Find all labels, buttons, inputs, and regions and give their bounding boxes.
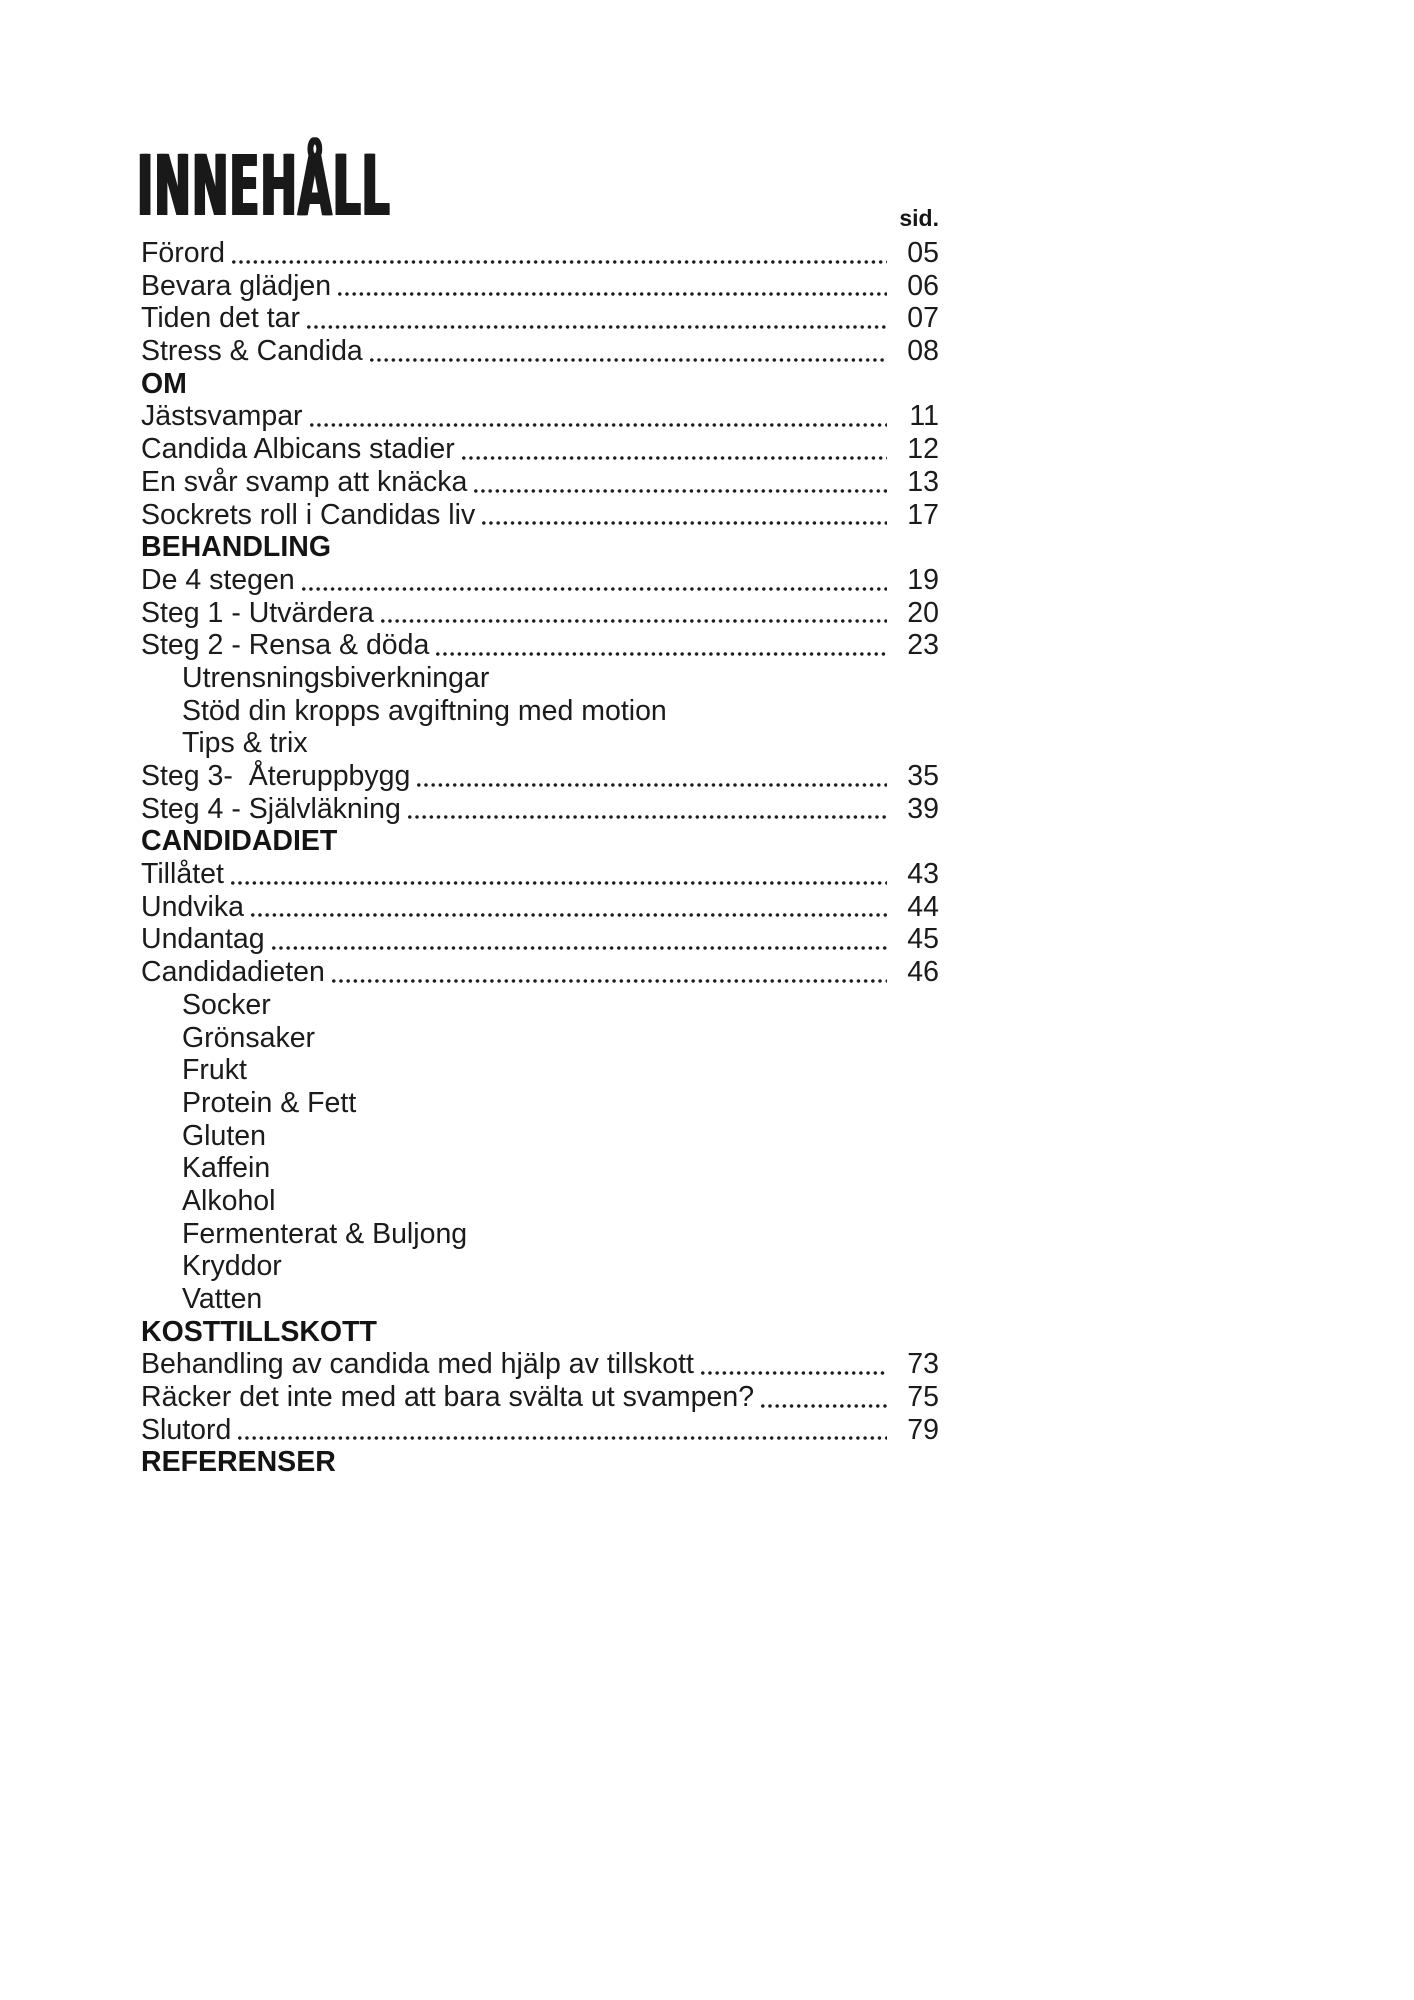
entry-page-number: 12 <box>907 433 939 466</box>
entry-label: Jästsvampar <box>141 400 303 433</box>
dot-leader <box>232 237 887 270</box>
toc-entry <box>141 760 939 793</box>
toc-entry <box>141 1414 939 1447</box>
dot-leader <box>417 760 887 793</box>
dot-leader <box>332 956 887 989</box>
dot-leader <box>251 891 887 924</box>
dot-leader <box>307 302 887 335</box>
entry-label: Stress & Candida <box>141 335 363 368</box>
entry-label: Förord <box>141 237 225 269</box>
toc-header <box>137 126 939 235</box>
entry-label: Protein & Fett <box>182 1086 357 1119</box>
toc-section-header <box>141 1316 939 1349</box>
toc-sub-entry <box>141 989 939 1022</box>
toc-section-header <box>141 531 939 564</box>
toc-sub-entry <box>141 1087 939 1120</box>
table-of-contents <box>137 126 939 1479</box>
toc-entry <box>141 400 939 433</box>
toc-sub-entry <box>141 1250 939 1283</box>
entry-page-number: 07 <box>907 302 939 335</box>
toc-entry <box>141 1348 939 1381</box>
entry-label: Gluten <box>182 1119 266 1152</box>
page-title: INNEHÅLL <box>137 137 391 235</box>
entry-page-number: 23 <box>907 629 939 662</box>
entry-page-number: 43 <box>907 858 939 891</box>
dot-leader <box>474 466 887 499</box>
entry-page-number: 35 <box>907 760 939 792</box>
dot-leader <box>436 629 887 662</box>
toc-sub-entry <box>141 1218 939 1251</box>
entry-label: Steg 1 - Utvärdera <box>141 596 374 629</box>
entry-page-number: 79 <box>907 1413 939 1446</box>
toc-entry <box>141 1381 939 1414</box>
entry-page-number: 17 <box>907 498 939 531</box>
dot-leader <box>381 597 887 630</box>
dot-leader <box>701 1348 887 1381</box>
toc-sub-entry <box>141 1054 939 1087</box>
entry-page-number: 45 <box>907 923 939 956</box>
dot-leader <box>272 923 887 956</box>
toc-entry <box>141 237 939 270</box>
entry-label: Tillåtet <box>141 858 224 891</box>
dot-leader <box>462 433 887 466</box>
toc-sub-entry <box>141 1022 939 1055</box>
toc-entry <box>141 302 939 335</box>
entry-label: Undantag <box>141 923 265 956</box>
toc-entry-list <box>141 237 939 1479</box>
entry-page-number: 19 <box>907 563 939 596</box>
toc-section-header <box>141 1446 939 1479</box>
entry-label: En svår svamp att knäcka <box>141 465 468 498</box>
entry-label: Kaffein <box>182 1152 271 1185</box>
entry-page-number: 05 <box>907 237 939 269</box>
entry-label: Fermenterat & Buljong <box>182 1217 468 1250</box>
entry-label: Vatten <box>182 1283 263 1315</box>
entry-label: Utrensningsbiverkningar <box>182 661 490 694</box>
entry-page-number: 11 <box>909 400 939 433</box>
entry-label: De 4 stegen <box>141 563 295 596</box>
entry-label: Sockrets roll i Candidas liv <box>141 498 476 531</box>
entry-page-number: 46 <box>907 956 939 989</box>
toc-sub-entry <box>141 727 939 760</box>
toc-entry <box>141 335 939 368</box>
entry-label: Socker <box>182 988 271 1021</box>
entry-label: Tiden det tar <box>141 302 300 335</box>
dot-leader <box>302 564 887 597</box>
dot-leader <box>761 1381 887 1414</box>
entry-label: Behandling av candida med hjälp av tillskott <box>141 1348 694 1381</box>
page-number-column-header: sid. <box>899 205 939 231</box>
entry-page-number: 75 <box>907 1381 939 1414</box>
entry-page-number: 08 <box>907 335 939 368</box>
toc-sub-entry <box>141 695 939 728</box>
entry-label: Räcker det inte med att bara svälta ut svampen? <box>141 1381 755 1414</box>
entry-label: OM <box>141 367 187 400</box>
toc-sub-entry <box>141 662 939 695</box>
toc-entry <box>141 564 939 597</box>
dot-leader <box>370 335 887 368</box>
dot-leader <box>238 1414 887 1447</box>
entry-label: Frukt <box>182 1054 247 1087</box>
entry-label: Bevara glädjen <box>141 269 332 302</box>
entry-page-number: 73 <box>907 1348 939 1381</box>
toc-entry <box>141 629 939 662</box>
entry-page-number: 44 <box>907 890 939 923</box>
entry-label: Alkohol <box>182 1184 276 1217</box>
toc-sub-entry <box>141 1283 939 1316</box>
toc-section-header <box>141 825 939 858</box>
entry-page-number: 06 <box>907 269 939 302</box>
entry-label: Stöd din kropps avgiftning med motion <box>182 694 667 727</box>
dot-leader <box>310 400 887 433</box>
entry-label: CANDIDADIET <box>141 825 338 858</box>
toc-entry <box>141 597 939 630</box>
toc-section-header <box>141 368 939 401</box>
toc-entry <box>141 891 939 924</box>
dot-leader <box>482 499 887 532</box>
toc-sub-entry <box>141 1185 939 1218</box>
entry-label: Steg 4 - Självläkning <box>141 792 401 825</box>
entry-label: Slutord <box>141 1413 232 1446</box>
toc-entry <box>141 433 939 466</box>
entry-label: REFERENSER <box>141 1446 336 1479</box>
dot-leader <box>338 270 887 303</box>
toc-entry <box>141 956 939 989</box>
toc-entry <box>141 858 939 891</box>
entry-label: Steg 2 - Rensa & döda <box>141 629 430 662</box>
entry-label: Candidadieten <box>141 956 325 989</box>
entry-label: Steg 3- Återuppbygg <box>141 760 411 792</box>
entry-label: Grönsaker <box>182 1021 316 1054</box>
toc-entry <box>141 923 939 956</box>
toc-entry <box>141 270 939 303</box>
dot-leader <box>231 858 887 891</box>
toc-entry <box>141 793 939 826</box>
entry-page-number: 20 <box>907 596 939 629</box>
entry-label: Undvika <box>141 890 244 923</box>
entry-label: BEHANDLING <box>141 531 331 564</box>
entry-page-number: 13 <box>907 465 939 498</box>
entry-label: Tips & trix <box>182 727 308 760</box>
dot-leader <box>408 793 887 826</box>
entry-label: Kryddor <box>182 1250 282 1283</box>
entry-label: Candida Albicans stadier <box>141 433 455 466</box>
toc-entry <box>141 499 939 532</box>
toc-entry <box>141 466 939 499</box>
entry-page-number: 39 <box>907 792 939 825</box>
entry-label: KOSTTILLSKOTT <box>141 1315 377 1348</box>
toc-sub-entry <box>141 1152 939 1185</box>
toc-sub-entry <box>141 1120 939 1153</box>
